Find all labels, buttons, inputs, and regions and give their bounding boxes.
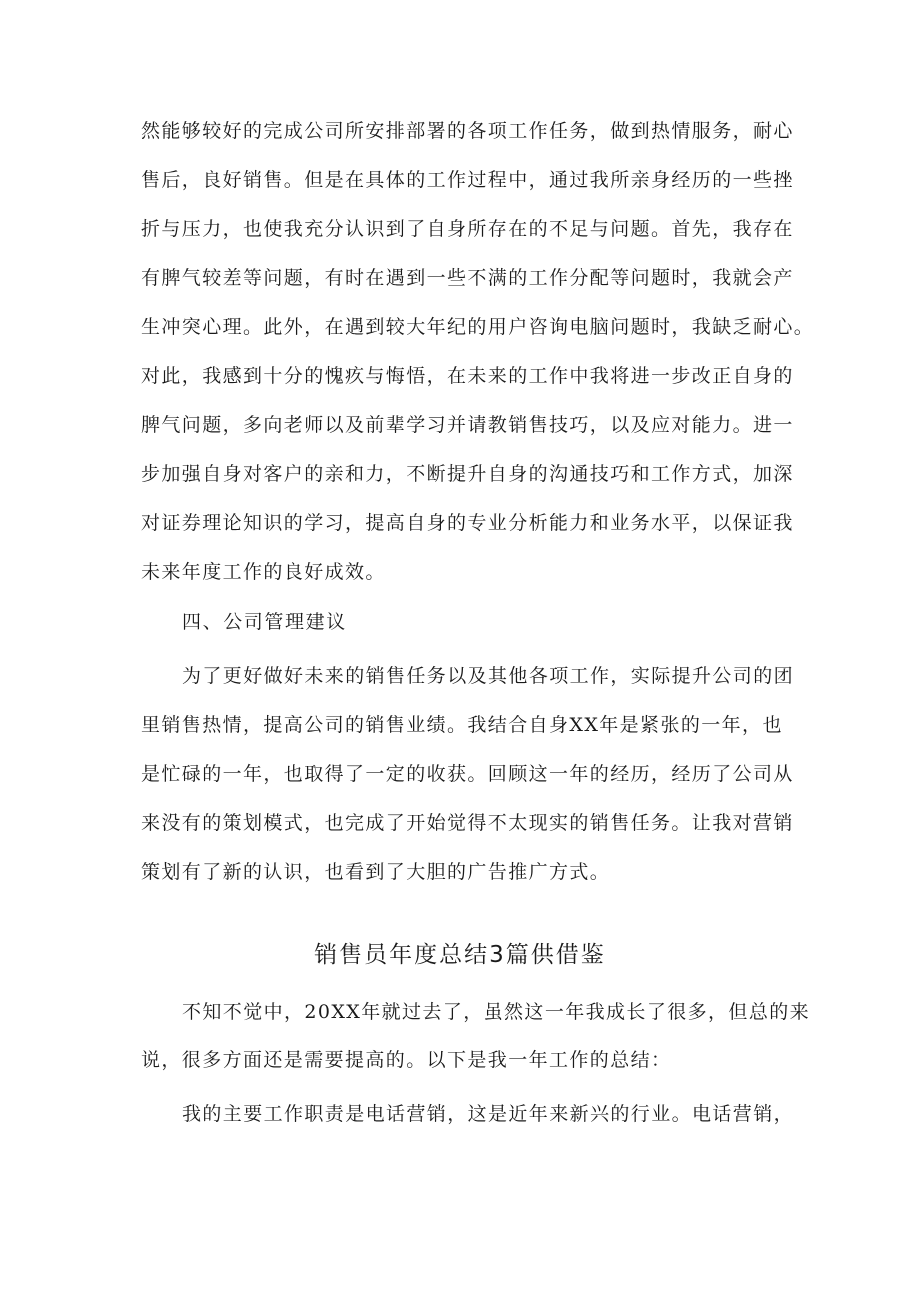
text-line: 生冲突心理。此外，在遇到较大年纪的用户咨询电脑问题时，我缺乏耐心。 (141, 316, 815, 338)
text-line: 来没有的策划模式，也完成了开始觉得不太现实的销售任务。让我对营销 (141, 812, 794, 834)
text-line: 步加强自身对客户的亲和力，不断提升自身的沟通技巧和工作方式，加深 (141, 463, 794, 485)
text-line: 策划有了新的认识，也看到了大胆的广告推广方式。 (141, 861, 611, 883)
text-line: 对证券理论知识的学习，提高自身的专业分析能力和业务水平，以保证我 (141, 512, 794, 534)
section-heading: 四、公司管理建议 (182, 611, 347, 633)
text-line: 然能够较好的完成公司所安排部署的各项工作任务，做到热情服务，耐心 (141, 120, 794, 142)
text-line: 是忙碌的一年，也取得了一定的收获。回顾这一年的经历，经历了公司从 (141, 763, 794, 785)
text-line: 售后，良好销售。但是在具体的工作过程中，通过我所亲身经历的一些挫 (141, 169, 794, 191)
text-line: 为了更好做好未来的销售任务以及其他各项工作，实际提升公司的团 (182, 665, 795, 687)
text-line: 脾气问题，多向老师以及前辈学习并请教销售技巧，以及应对能力。进一 (141, 414, 794, 436)
text-line: 我的主要工作职责是电话营销，这是近年来新兴的行业。电话营销， (182, 1103, 795, 1125)
text-line: 未来年度工作的良好成效。 (141, 561, 386, 583)
text-line: 折与压力，也使我充分认识到了自身所存在的不足与问题。首先，我存在 (141, 218, 794, 240)
document-title: 销售员年度总结3篇供借鉴 (314, 942, 606, 968)
text-line: 里销售热情，提高公司的销售业绩。我结合自身XX年是紧张的一年，也 (141, 714, 783, 736)
text-line: 不知不觉中，20XX年就过去了，虽然这一年我成长了很多，但总的来 (182, 1001, 811, 1023)
text-line: 对此，我感到十分的愧疚与悔悟，在未来的工作中我将进一步改正自身的 (141, 365, 794, 387)
text-line: 有脾气较差等问题，有时在遇到一些不满的工作分配等问题时，我就会产 (141, 267, 794, 289)
text-line: 说，很多方面还是需要提高的。以下是我一年工作的总结： (141, 1049, 672, 1071)
